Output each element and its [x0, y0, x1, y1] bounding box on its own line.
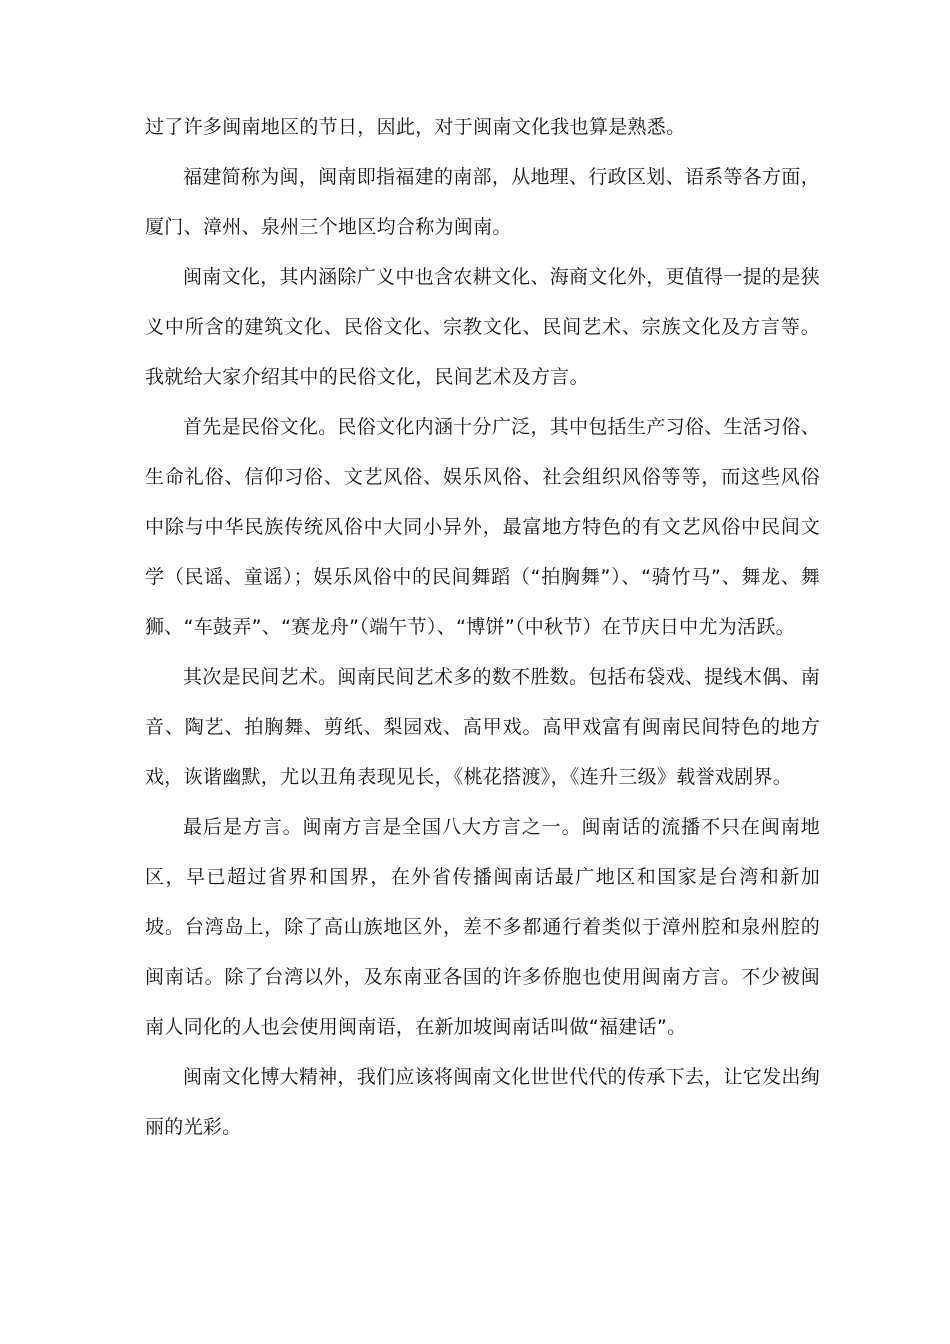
- paragraph-dialect: 最后是方言。闽南方言是全国八大方言之一。闽南话的流播不只在闽南地区，早已超过省界和国界，在外省传播闽南话最广地区和国家是台湾和新加坡。台湾岛上，除了高山族地区外，差不多都通行着类似于漳州腔和泉州腔的闽南话。除了台湾以外，及东南亚各国的许多侨胞也使用闽南方言。不少被闽南人同化的人也会使用闽南语，在新加坡闽南话叫做“福建话”。: [145, 816, 820, 1038]
- paragraph-minnan-culture: 闽南文化，其内涵除广义中也含农耕文化、海商文化外，更值得一提的是狭义中所含的建筑文化、民俗文化、宗教文化、民间艺术、宗族文化及方言等。我就给大家介绍其中的民俗文化，民间艺术及方言。: [145, 266, 820, 388]
- paragraph-fujian-definition: 福建简称为闽，闽南即指福建的南部，从地理、行政区划、语系等各方面，厦门、漳州、泉州三个地区均合称为闽南。: [145, 166, 820, 238]
- paragraph-folk-art: 其次是民间艺术。闽南民间艺术多的数不胜数。包括布袋戏、提线木偶、南音、陶艺、拍胸舞、剪纸、梨园戏、高甲戏。高甲戏富有闽南民间特色的地方戏，诙谐幽默，尤以丑角表现见长，《桃花搭渡》，《连升三级》载誉戏剧界。: [145, 666, 820, 788]
- paragraph-continuation: 过了许多闽南地区的节日，因此，对于闽南文化我也算是熟悉。: [145, 116, 686, 138]
- paragraph-conclusion: 闽南文化博大精神，我们应该将闽南文化世世代代的传承下去，让它发出绚丽的光彩。: [145, 1066, 820, 1138]
- paragraph-folk-culture: 首先是民俗文化。民俗文化内涵十分广泛，其中包括生产习俗、生活习俗、生命礼俗、信仰习俗、文艺风俗、娱乐风俗、社会组织风俗等等，而这些风俗中除与中华民族传统风俗中大同小异外，最富地方特色的有文艺风俗中民间文学（民谣、童谣）；娱乐风俗中的民间舞蹈（“拍胸舞”）、“骑竹马”、舞龙、舞狮、“车鼓弄”、“赛龙舟”（端午节）、“博饼”（中秋节）在节庆日中尤为活跃。: [145, 416, 820, 638]
- document-body: [145, 102, 820, 1152]
